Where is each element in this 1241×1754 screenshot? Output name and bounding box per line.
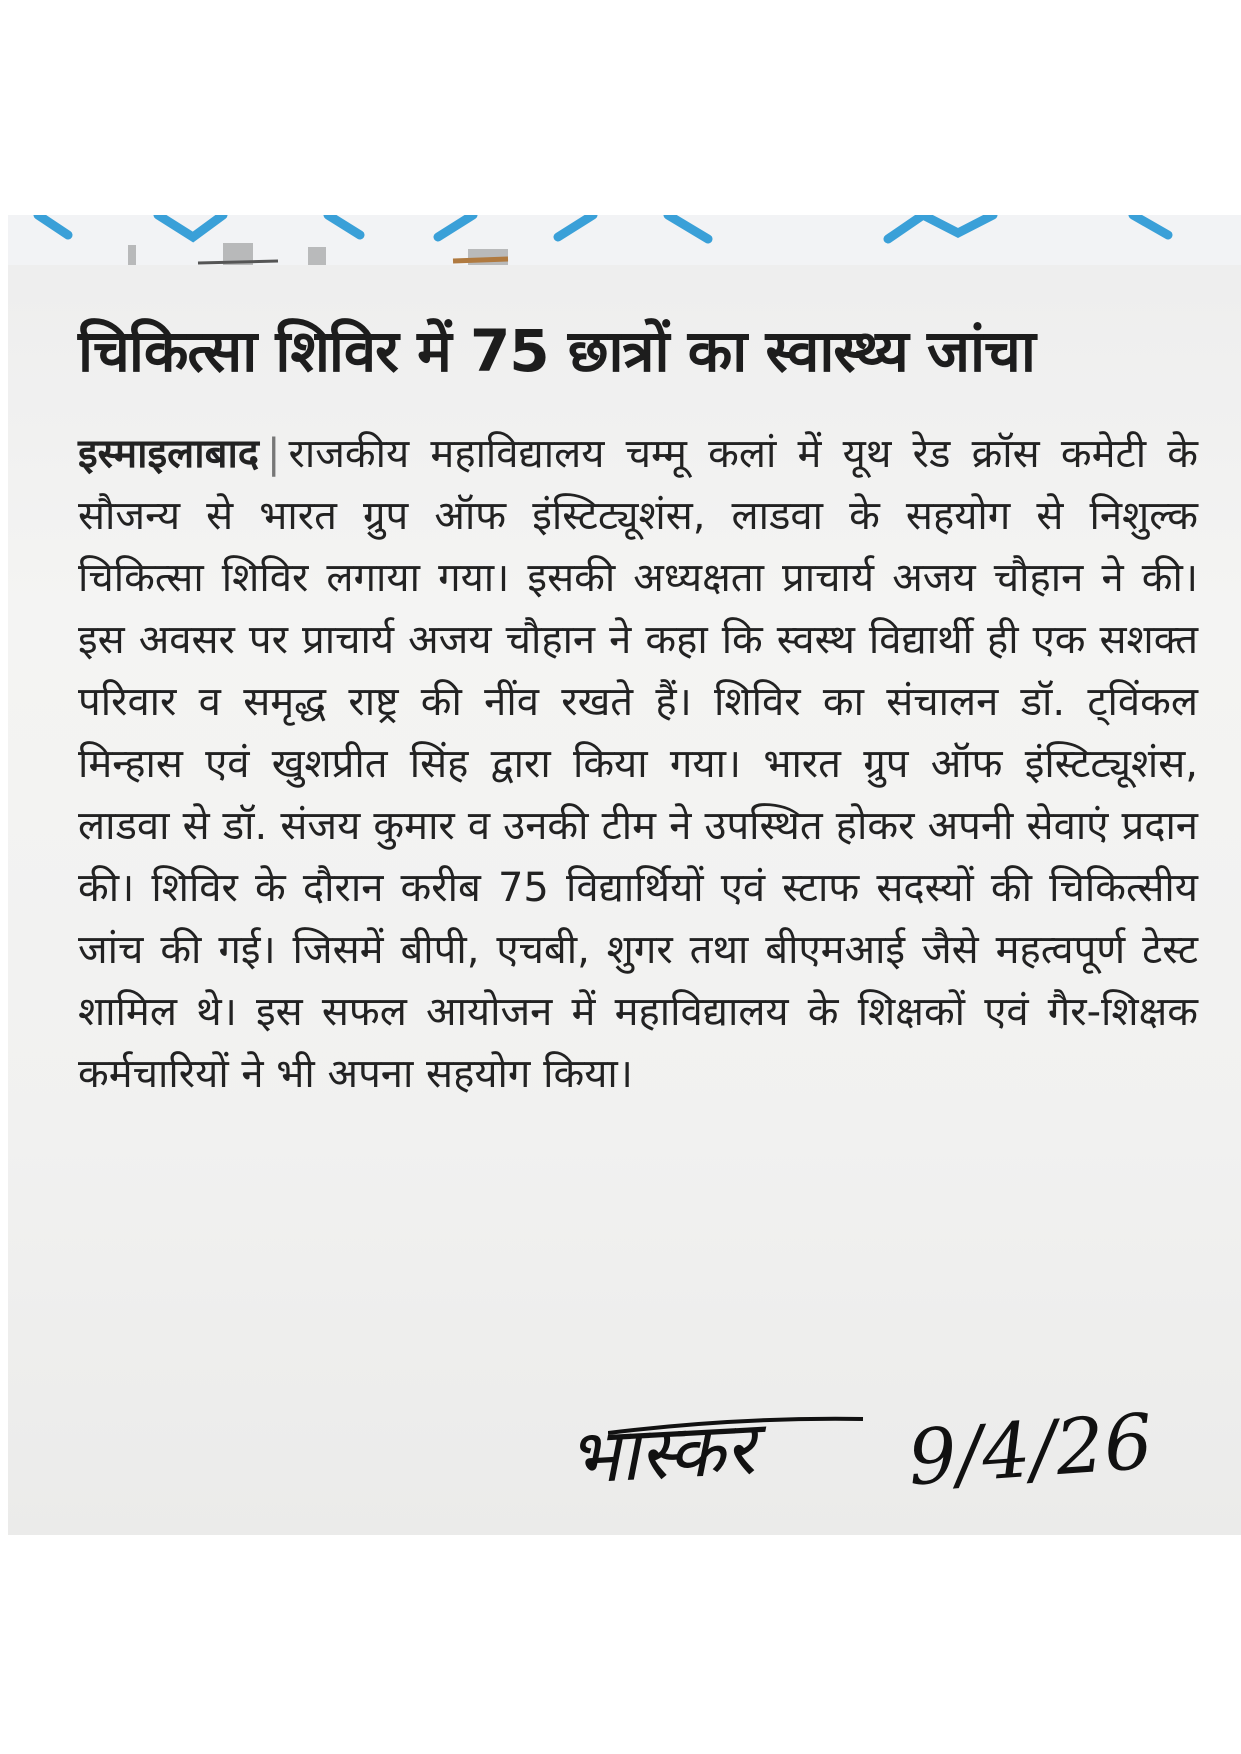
dateline: इस्माइलाबाद <box>78 431 260 477</box>
handwritten-source: भास्कर <box>565 1405 758 1501</box>
dateline-separator: | <box>267 431 281 477</box>
headline: चिकित्सा शिविर में 75 छात्रों का स्वास्थ्य जांचा <box>78 317 1035 385</box>
handwritten-annotation <box>565 1395 1188 1525</box>
newspaper-clipping <box>8 215 1241 1535</box>
article-body <box>78 423 1198 1105</box>
handwritten-date: 9/4/26 <box>905 1396 1156 1503</box>
decorative-top-strip <box>8 215 1241 265</box>
article-text: राजकीय महाविद्यालय चम्मू कलां में यूथ रेड क्रॉस कमेटी के सौजन्य से भारत ग्रुप ऑफ इंस्टिट्यूशंस, लाडवा के सहयोग से निशुल्क चिकित्सा शिविर लगाया गया। इसकी अध्यक्षता प्राचार्य अजय चौहान ने की। इस अवसर पर प्राचार्य अजय चौहान ने कहा कि स्वस्थ विद्यार्थी ही एक सशक्त परिवार व समृद्ध राष्ट्र की नींव रखते हैं। शिविर का संचालन डॉ. ट्विंकल मिन्हास एवं खुशप्रीत सिंह द्वारा किया गया। भारत ग्रुप ऑफ इंस्टिट्यूशंस, लाडवा से डॉ. संजय कुमार व उनकी टीम ने उपस्थित होकर अपनी सेवाएं प्रदान की। शिविर के दौरान करीब 75 विद्यार्थियों एवं स्टाफ सदस्यों की चिकित्सीय जांच की गई। जिसमें बीपी, एचबी, शुगर तथा बीएमआई जैसे महत्वपूर्ण टेस्ट शामिल थे। इस सफल आयोजन में महाविद्यालय के शिक्षकों एवं गैर-शिक्षक कर्मचारियों ने भी अपना सहयोग किया। <box>78 431 1198 1097</box>
